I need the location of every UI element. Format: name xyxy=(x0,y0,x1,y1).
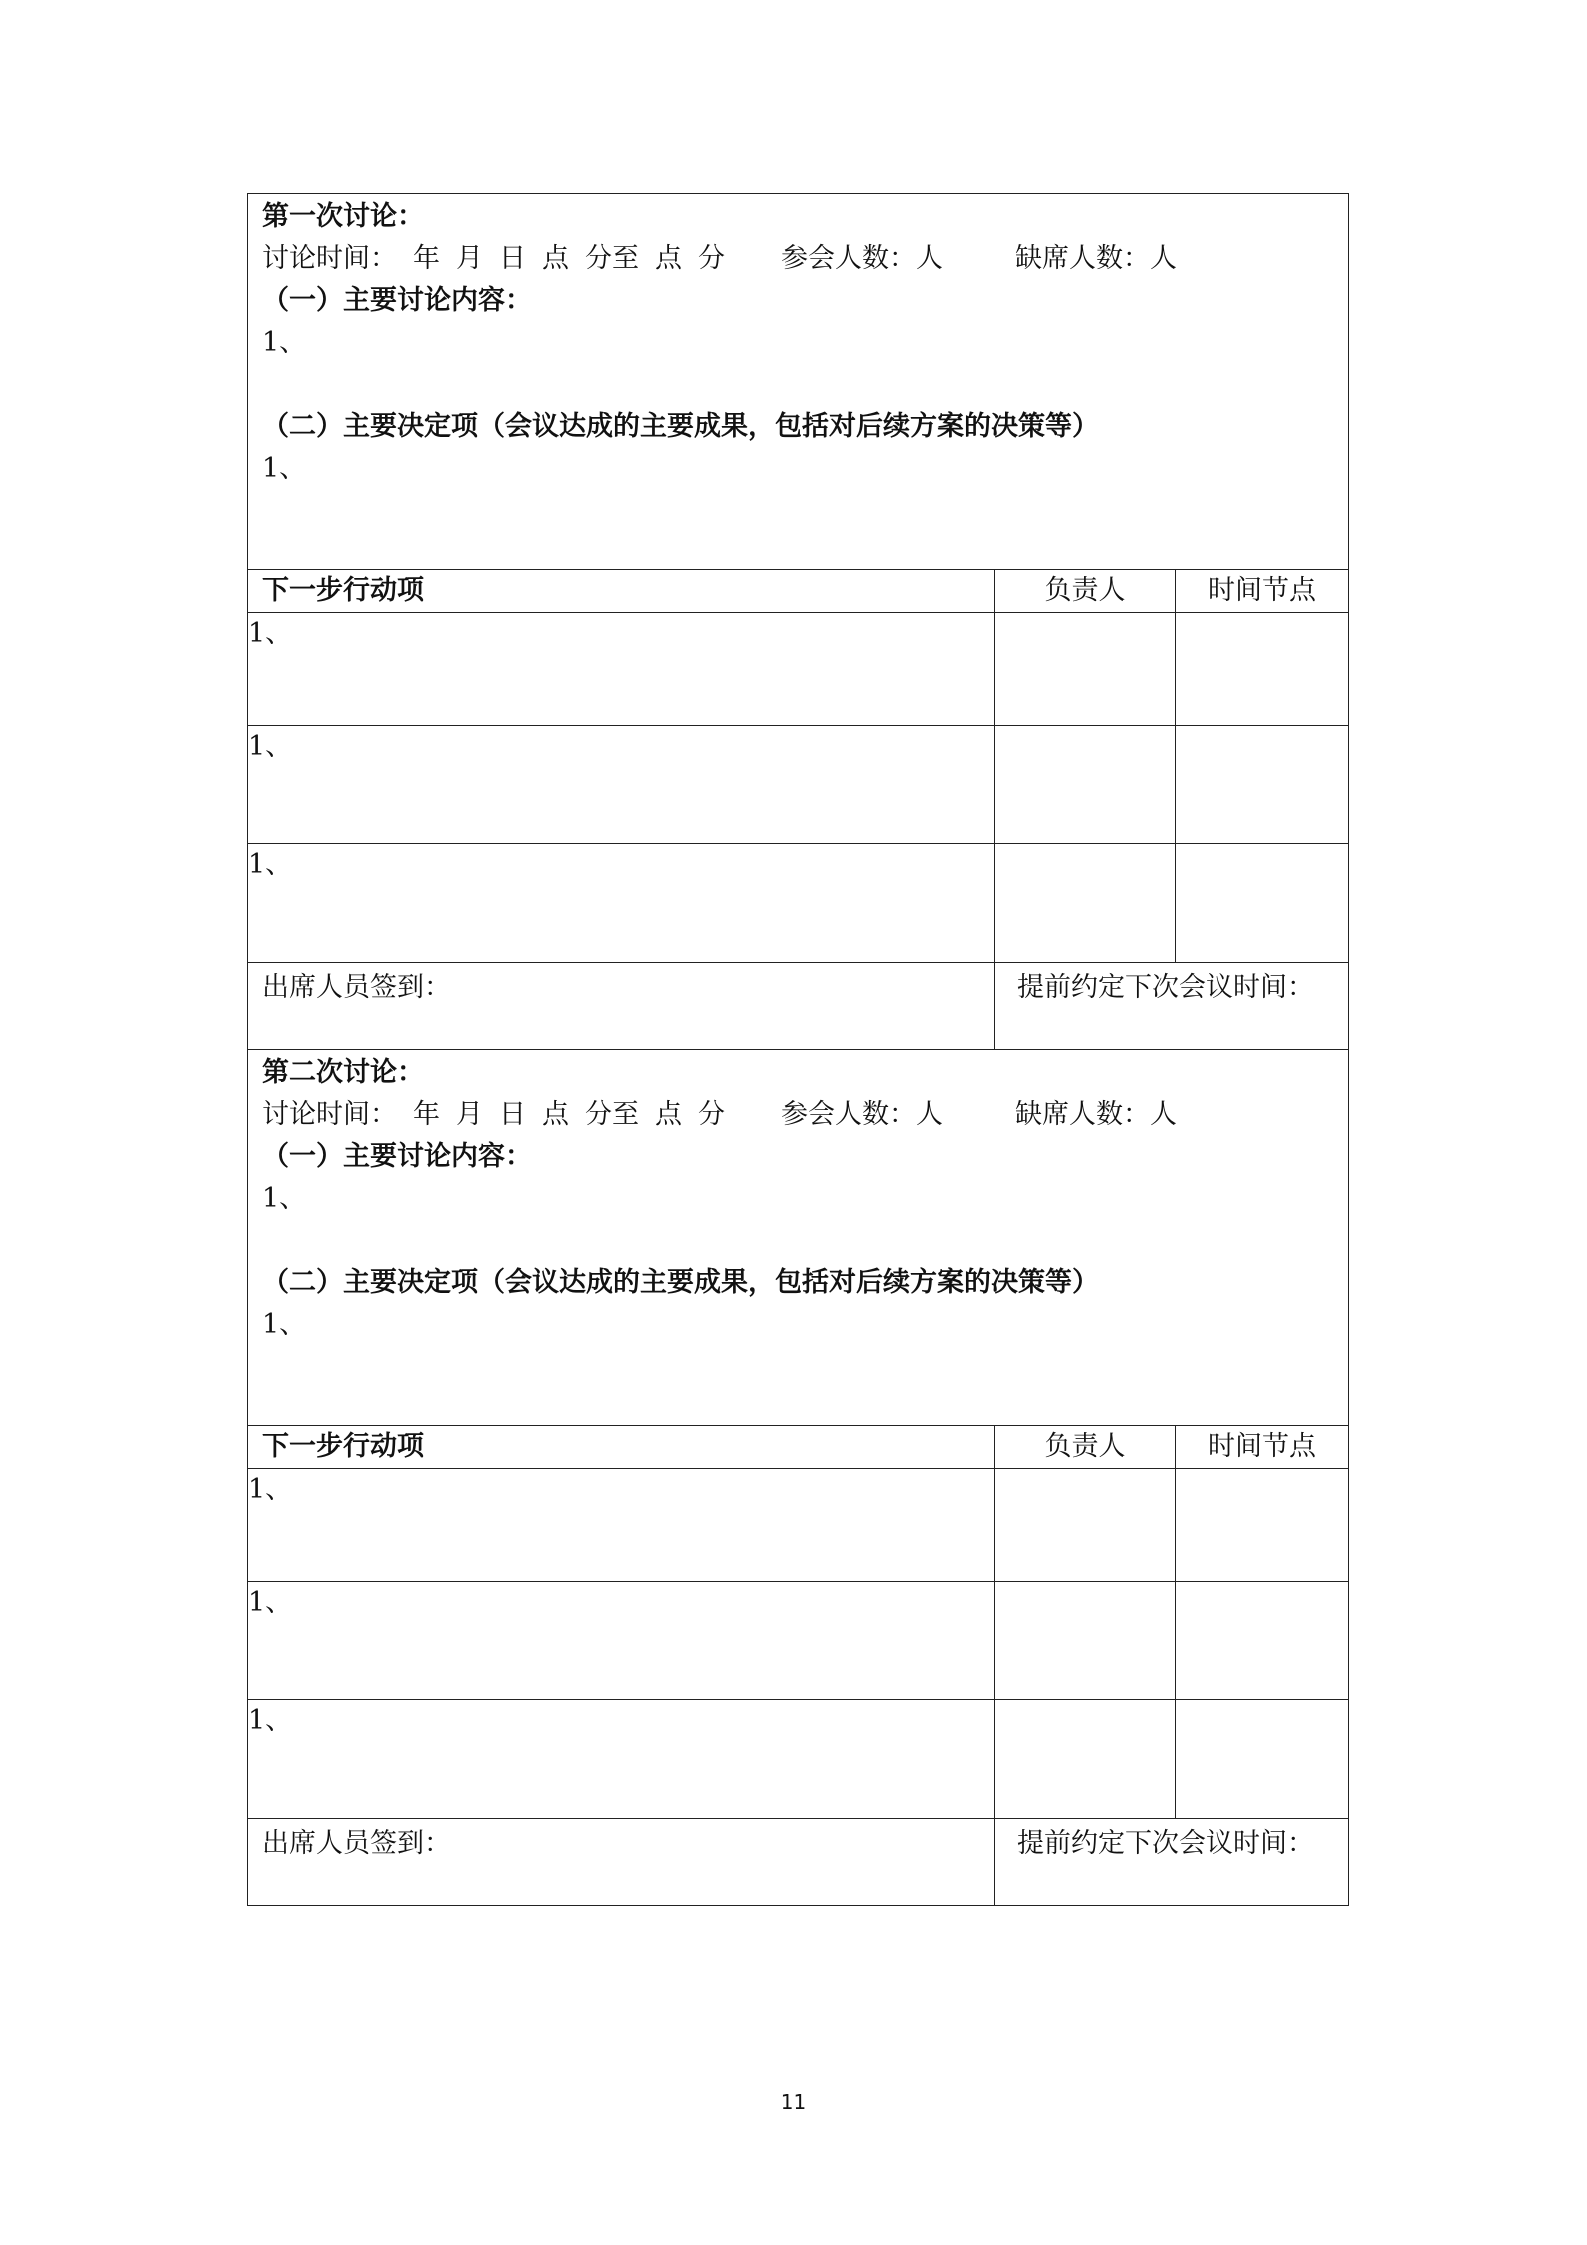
page-number: 11 xyxy=(780,2090,807,2114)
time-month: 月 xyxy=(456,1099,483,1130)
discussion-block-1 xyxy=(248,194,1349,570)
action-item-header: 下一步行动项 xyxy=(248,1426,995,1469)
time-year: 年 xyxy=(413,243,440,274)
action-item-cell[interactable]: 1、 xyxy=(248,1582,995,1700)
action-row xyxy=(248,1469,1349,1582)
action-row xyxy=(248,726,1349,844)
discussion-heading: （一）主要讨论内容： xyxy=(262,1141,532,1172)
owner-cell[interactable] xyxy=(995,844,1176,963)
section-title: 第二次讨论： xyxy=(262,1057,424,1088)
meeting-time-line xyxy=(262,238,1334,280)
deadline-header: 时间节点 xyxy=(1176,1426,1349,1469)
decision-item: 1、 xyxy=(262,1309,307,1340)
deadline-cell[interactable] xyxy=(1176,1469,1349,1582)
deadline-cell[interactable] xyxy=(1176,1700,1349,1819)
time-day: 日 xyxy=(499,1099,526,1130)
time-end-hour: 点 xyxy=(655,1099,682,1130)
owner-cell[interactable] xyxy=(995,726,1176,844)
action-item-cell[interactable]: 1、 xyxy=(248,1700,995,1819)
owner-header: 负责人 xyxy=(995,1426,1176,1469)
discussion-heading: （一）主要讨论内容： xyxy=(262,285,532,316)
deadline-cell[interactable] xyxy=(1176,613,1349,726)
deadline-header: 时间节点 xyxy=(1176,570,1349,613)
next-meeting-cell[interactable]: 提前约定下次会议时间： xyxy=(995,963,1349,1050)
time-hour: 点 xyxy=(542,1099,569,1130)
time-end-hour: 点 xyxy=(655,243,682,274)
time-end-minute: 分 xyxy=(698,1099,725,1130)
deadline-cell[interactable] xyxy=(1176,1582,1349,1700)
discussion-item: 1、 xyxy=(262,1183,307,1214)
action-item-cell[interactable]: 1、 xyxy=(248,726,995,844)
meeting-record-form xyxy=(247,193,1349,1906)
sign-row xyxy=(248,963,1349,1050)
owner-cell[interactable] xyxy=(995,1582,1176,1700)
time-year: 年 xyxy=(413,1099,440,1130)
discussion-block-2 xyxy=(248,1050,1349,1426)
time-end-minute: 分 xyxy=(698,243,725,274)
action-row xyxy=(248,1700,1349,1819)
absent-count-label: 缺席人数：人 xyxy=(1015,1099,1177,1130)
time-month: 月 xyxy=(456,243,483,274)
owner-cell[interactable] xyxy=(995,1469,1176,1582)
attendees-count-label: 参会人数：人 xyxy=(781,243,943,274)
decision-heading: （二）主要决定项（会议达成的主要成果，包括对后续方案的决策等） xyxy=(262,1267,1099,1298)
action-item-cell[interactable]: 1、 xyxy=(248,844,995,963)
action-item-cell[interactable]: 1、 xyxy=(248,1469,995,1582)
time-minute-to: 分至 xyxy=(585,1099,639,1130)
owner-header: 负责人 xyxy=(995,570,1176,613)
time-label: 讨论时间： xyxy=(262,1099,397,1130)
action-item-header: 下一步行动项 xyxy=(248,570,995,613)
owner-cell[interactable] xyxy=(995,613,1176,726)
action-row xyxy=(248,1582,1349,1700)
time-day: 日 xyxy=(499,243,526,274)
action-row xyxy=(248,613,1349,726)
section-title: 第一次讨论： xyxy=(262,201,424,232)
meeting-time-line xyxy=(262,1094,1334,1136)
actions-header-row xyxy=(248,570,1349,613)
deadline-cell[interactable] xyxy=(1176,726,1349,844)
absent-count-label: 缺席人数：人 xyxy=(1015,243,1177,274)
time-minute-to: 分至 xyxy=(585,243,639,274)
decision-heading: （二）主要决定项（会议达成的主要成果，包括对后续方案的决策等） xyxy=(262,411,1099,442)
time-hour: 点 xyxy=(542,243,569,274)
attendees-count-label: 参会人数：人 xyxy=(781,1099,943,1130)
discussion-item: 1、 xyxy=(262,327,307,358)
next-meeting-cell[interactable]: 提前约定下次会议时间： xyxy=(995,1819,1349,1906)
time-label: 讨论时间： xyxy=(262,243,397,274)
decision-item: 1、 xyxy=(262,453,307,484)
attendance-sign-cell[interactable]: 出席人员签到： xyxy=(248,1819,995,1906)
attendance-sign-cell[interactable]: 出席人员签到： xyxy=(248,963,995,1050)
action-item-cell[interactable]: 1、 xyxy=(248,613,995,726)
action-row xyxy=(248,844,1349,963)
owner-cell[interactable] xyxy=(995,1700,1176,1819)
sign-row xyxy=(248,1819,1349,1906)
deadline-cell[interactable] xyxy=(1176,844,1349,963)
actions-header-row xyxy=(248,1426,1349,1469)
